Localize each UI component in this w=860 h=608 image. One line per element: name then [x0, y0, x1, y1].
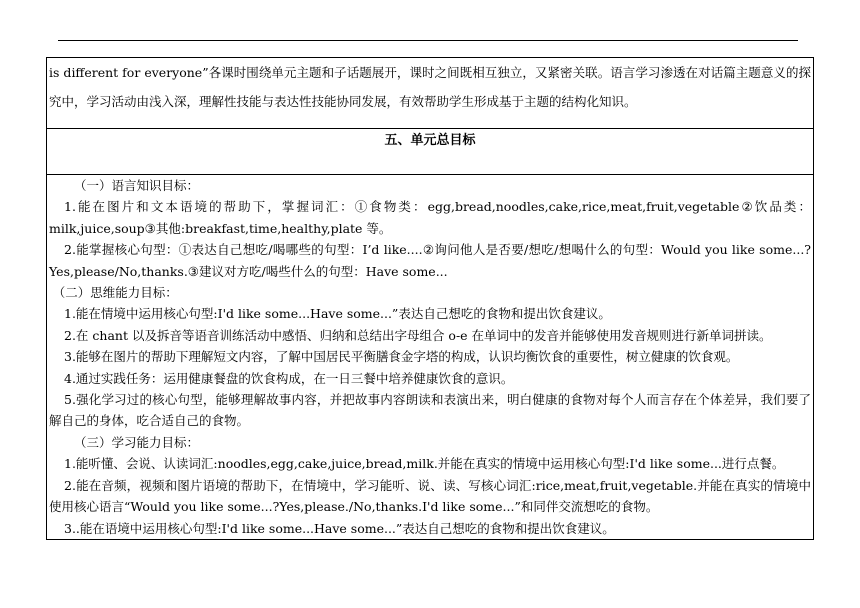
thinking-goal-4: 4.通过实践任务：运用健康餐盘的饮食构成，在一日三餐中培养健康饮食的意识。	[64, 370, 514, 386]
table-row	[47, 129, 814, 175]
table-row	[47, 58, 814, 129]
language-goal-2: 2.能掌握核心句型：①表达自己想吃/喝哪些的句型：I’d like....②询问他人是否要/想吃/想喝什么的句型：Would you like some...?Yes,please/No,thanks.③建议对方吃/喝些什么的句型：Have some...	[49, 242, 811, 279]
learning-goals-heading: （三）学习能力目标：	[74, 434, 200, 450]
lesson-plan-table	[46, 57, 814, 540]
thinking-goal-3: 3.能够在图片的帮助下理解短文内容，了解中国居民平衡膳食金字塔的构成，认识均衡饮食的重要性，树立健康的饮食观。	[64, 349, 739, 365]
goals-cell	[47, 175, 814, 540]
intro-cell	[47, 58, 814, 129]
learning-goal-1: 1.能听懂、会说、认读词汇:noodles,egg,cake,juice,bread,milk.并能在真实的情境中运用核心句型:I'd like some...进行点餐。	[64, 456, 785, 472]
thinking-goal-5: 5.强化学习过的核心句型，能够理解故事内容，并把故事内容朗读和表演出来，明白健康的食物对每个人而言存在个体差异，我们要了解自己的身体，吃合适自己的食物。	[49, 392, 811, 429]
header-rule	[58, 40, 798, 41]
intro-paragraph: is different for everyone”各课时围绕单元主题和子话题展开，课时之间既相互独立，又紧密关联。语言学习渗透在对话篇主题意义的探究中，学习活动由浅入深，理解性技能与表达性技能协同发展，有效帮助学生形成基于主题的结构化知识。	[49, 65, 811, 109]
thinking-goals-heading: （二）思维能力目标：	[52, 285, 178, 301]
section-title: 五、单元总目标	[47, 129, 814, 175]
learning-goal-3: 3..能在语境中运用核心句型:I'd like some...Have some...”表达自己想吃的食物和提出饮食建议。	[64, 520, 615, 536]
thinking-goal-2: 2.在 chant 以及拆音等语音训练活动中感悟、归纳和总结出字母组合 o-e 在单词中的发音并能够使用发音规则进行新单词拼读。	[64, 327, 772, 343]
table-row	[47, 175, 814, 540]
thinking-goal-1: 1.能在情境中运用核心句型:I'd like some...Have some...”表达自己想吃的食物和提出饮食建议。	[64, 306, 611, 322]
learning-goal-2: 2.能在音频，视频和图片语境的帮助下，在情境中，学习能听、说、读、写核心词汇:rice,meat,fruit,vegetable.并能在真实的情境中使用核心语言“Would you like some...?Yes,please./No,thanks.I'd like some...”和同伴交流想吃的食物。	[49, 477, 811, 515]
language-goals-heading: （一）语言知识目标：	[74, 178, 200, 193]
language-goal-1: 1.能在图片和文本语境的帮助下，掌握词汇：①食物类：egg,bread,noodles,cake,rice,meat,fruit,vegetable②饮品类：milk,juice,soup③其他:breakfast,time,healthy,plate 等。	[49, 199, 811, 236]
